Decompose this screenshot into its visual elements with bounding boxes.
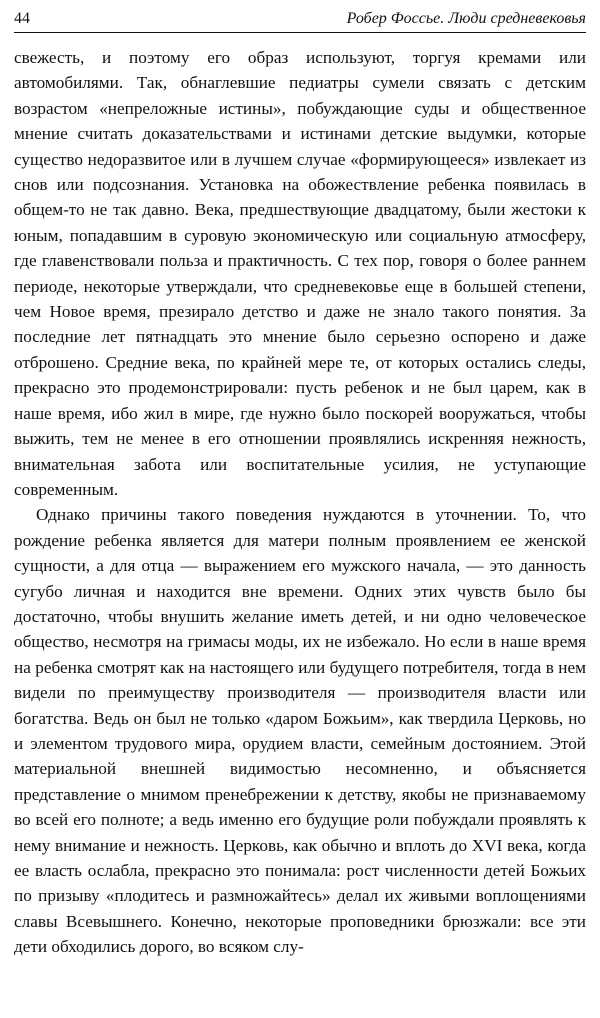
paragraph: свежесть, и поэтому его образ используют, торгуя кремами или автомобилями. Так, обнаглевшие педиатры сумели связать с детским возрастом «непреложные истины», побуждающие суды и общественное мнение считать доказательствами и истинами детские выдумки, которые существо недоразвитое или в лучшем случае «формирующееся» извлекает из снов или подсознания. Установка на обожествление ребенка появилась в общем-то не так давно. Века, предшествующие двадцатому, были жестоки к юным, попадавшим в суровую экономическую или социальную атмосферу, где главенствовали польза и практичность. С тех пор, говоря о более раннем периоде, некоторые утверждали, что средневековье еще в большей степени, чем Новое время, презирало детство и даже не знало такого понятия. За последние лет пятнадцать это мнение было серьезно оспорено и даже отброшено. Средние века, по крайней мере те, от которых остались следы, прекрасно это продемонстрировали: пусть ребенок и не был царем, как в наше время, ибо жил в мире, где нужно было поскорей вооружаться, чтобы выжить, тем не менее в его отношении проявлялись искренняя нежность, внимательная забота или воспитательные усилия, не уступающие современным. <box>14 48 586 499</box>
page-number: 44 <box>14 10 30 27</box>
running-title: Робер Фоссье. Люди средневековья <box>346 10 586 27</box>
paragraph: Однако причины такого поведения нуждаются в уточнении. То, что рождение ребенка является для матери полным проявлением ее женской сущности, а для отца — выражением его мужского начала, — это данность сугубо личная и находится вне времени. Одних этих чувств было бы достаточно, чтобы внушить желание иметь детей, и ни одно человеческое общество, несмотря на гримасы моды, их не избежало. Но если в наше время на ребенка смотрят как на настоящего или будущего потребителя, тогда в нем видели по преимуществу производителя — производителя власти или богатства. Ведь он был не только «даром Божьим», как твердила Церковь, но и элементом трудового мира, орудием власти, семейным достоянием. Этой материальной внешней видимостью несомненно, и объясняется представление о мнимом пренебрежении к детству, якобы не признаваемому во всей его полноте; а ведь именно его будущие роли побуждали проявлять к нему внимание и нежность. Церковь, как обычно и вплоть до XVI века, когда ее власть ослабла, прекрасно это понимала: рост численности детей Божьих по призыву «плодитесь и размножайтесь» делал их живыми воплощениями славы Всевышнего. Конечно, некоторые проповедники брюзжали: все эти дети обходились дорого, во всяком слу- <box>14 505 586 957</box>
running-head <box>14 6 586 33</box>
body-text <box>14 45 586 960</box>
book-page <box>14 6 586 1006</box>
